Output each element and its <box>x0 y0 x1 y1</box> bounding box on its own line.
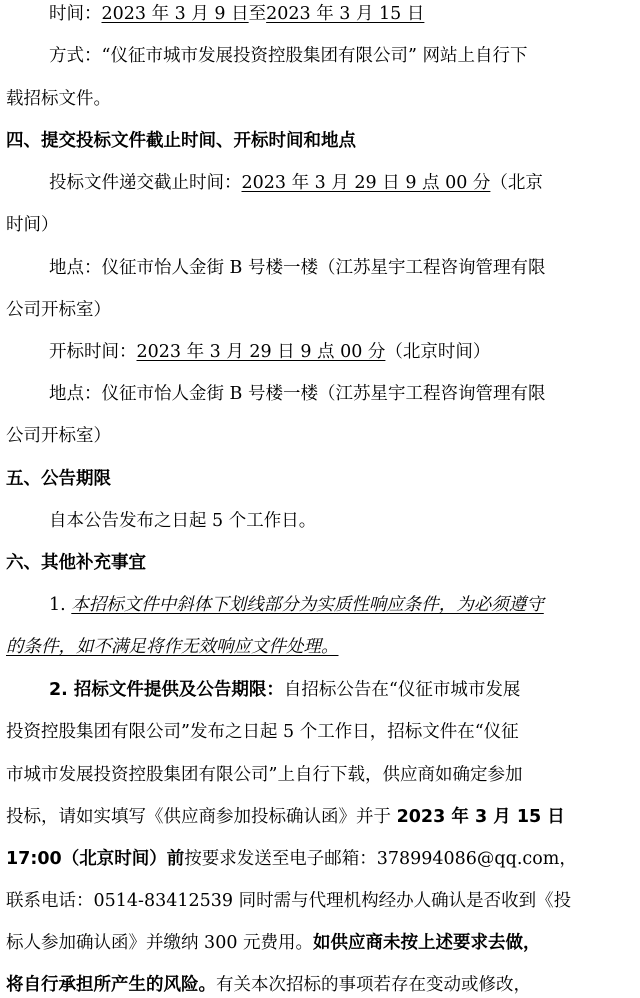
item-2-text-8b: 有关本次招标的事项若存在变动或修改， <box>216 975 531 995</box>
time-to: 至 <box>248 4 267 24</box>
section-6-title: 六、其他补充事宜 <box>6 553 146 573</box>
time-start: 2023 年 3 月 9 日 <box>101 4 249 24</box>
section-5-text: 自本公告发布之日起 5 个工作日。 <box>49 511 317 531</box>
time-line <box>49 1 424 27</box>
item-2-text-1: 自招标公告在“仪征市城市发展 <box>283 680 521 700</box>
deadline-suffix: （北京 <box>490 173 543 193</box>
section-4-title: 四、提交投标文件截止时间、开标时间和地点 <box>6 131 356 151</box>
item-2-time: 17:00（北京时间）前 <box>6 849 185 869</box>
item-1-line-2 <box>6 634 339 660</box>
deadline-value: 2023 年 3 月 29 日 9 点 00 分 <box>241 173 491 193</box>
item-2-email-text: 按要求发送至电子邮箱：378994086@qq.com， <box>184 849 577 869</box>
item-2-text-4a: 投标，请如实填写《供应商参加投标确认函》并于 <box>6 807 397 827</box>
item-2-text-7a: 标人参加确认函》并缴纳 300 元费用。 <box>6 933 314 953</box>
item-2-heading: 2. 招标文件提供及公告期限： <box>49 680 284 700</box>
item-1-line-1 <box>49 592 544 618</box>
method-line-2: 载招标文件。 <box>6 89 111 109</box>
item-2-line-5 <box>6 846 577 872</box>
item-2-line-4 <box>6 804 565 830</box>
deadline-label: 投标文件递交截止时间： <box>49 173 242 193</box>
item-1-text-2: 的条件，如不满足将作无效响应文件处理。 <box>6 637 339 657</box>
place-2-line-1: 地点：仪征市怡人金街 B 号楼一楼（江苏星宇工程咨询管理有限 <box>49 384 546 404</box>
deadline-line <box>49 170 543 196</box>
place-2-line-2: 公司开标室） <box>6 426 111 446</box>
place-1-line-1: 地点：仪征市怡人金街 B 号楼一楼（江苏星宇工程咨询管理有限 <box>49 258 546 278</box>
time-end: 2023 年 3 月 15 日 <box>266 4 425 24</box>
item-2-line-7 <box>6 930 541 956</box>
item-2-line-6: 联系电话：0514-83412539 同时需与代理机构经办人确认是否收到《投 <box>6 891 572 911</box>
item-2-date: 2023 年 3 月 15 日 <box>396 807 565 827</box>
open-value: 2023 年 3 月 29 日 9 点 00 分 <box>136 342 386 362</box>
item-2-text-7b: 如供应商未按上述要求去做， <box>313 933 541 953</box>
time-label: 时间： <box>49 4 102 24</box>
item-2-line-3: 市城市发展投资控股集团有限公司”上自行下载，供应商如确定参加 <box>6 765 523 785</box>
open-time-line <box>49 339 490 365</box>
item-1-text-1: 本招标文件中斜体下划线部分为实质性响应条件，为必须遵守 <box>71 595 544 615</box>
open-label: 开标时间： <box>49 342 137 362</box>
deadline-line-2: 时间） <box>6 215 59 235</box>
method-line-1: 方式：“仪征市城市发展投资控股集团有限公司” 网站上自行下 <box>49 46 528 66</box>
item-2-line-2: 投资控股集团有限公司”发布之日起 5 个工作日，招标文件在“仪征 <box>6 722 519 742</box>
item-1-number: 1. <box>49 595 66 615</box>
open-suffix: （北京时间） <box>385 342 491 362</box>
place-1-line-2: 公司开标室） <box>6 300 111 320</box>
item-2-line-8 <box>6 972 531 998</box>
item-2-line-1 <box>49 677 520 703</box>
section-5-title: 五、公告期限 <box>6 469 111 489</box>
item-2-text-8a: 将自行承担所产生的风险。 <box>6 975 216 995</box>
